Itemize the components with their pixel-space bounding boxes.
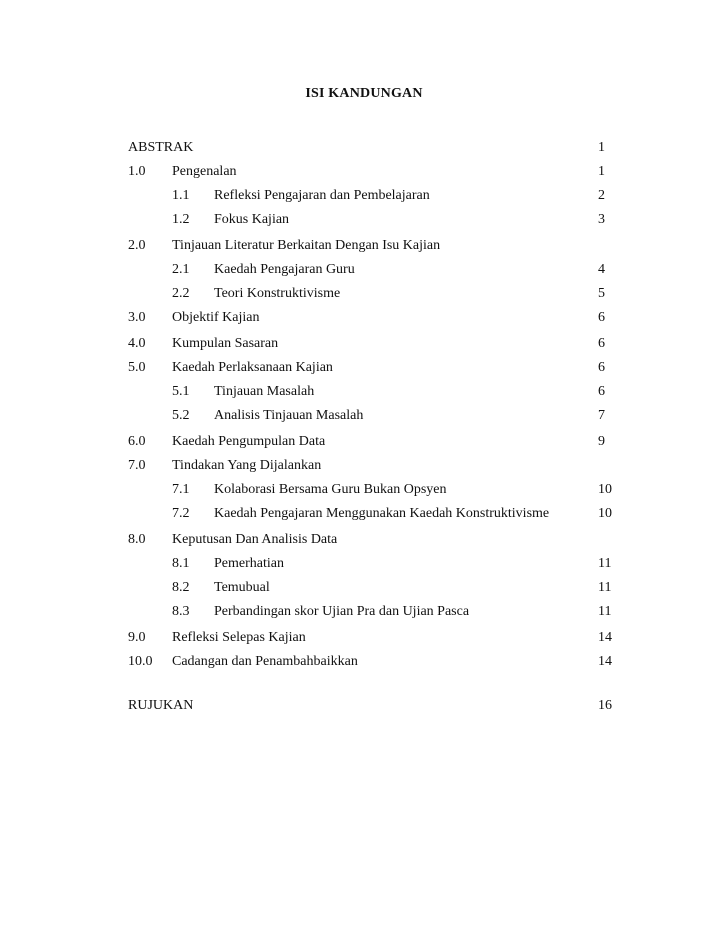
toc-entry-number: 8.0 xyxy=(128,532,146,547)
toc-entry xyxy=(0,456,728,476)
toc-entry-label: Pemerhatian xyxy=(214,556,284,571)
toc-entry-label: Pengenalan xyxy=(172,164,237,179)
toc-entry-page: 2 xyxy=(598,188,605,203)
toc-entry-number: 10.0 xyxy=(128,654,153,669)
toc-entry xyxy=(0,628,728,648)
toc-entry-page: 7 xyxy=(598,408,605,423)
toc-entry-label: Kaedah Pengumpulan Data xyxy=(172,434,326,449)
toc-entry xyxy=(0,260,728,280)
toc-entry-page: 5 xyxy=(598,286,605,301)
toc-entry xyxy=(0,162,728,182)
toc-entry xyxy=(0,652,728,672)
toc-entry-page: 16 xyxy=(598,698,612,713)
toc-entry xyxy=(0,504,728,524)
toc-entry-number: 5.2 xyxy=(172,408,190,423)
toc-entry-number: 9.0 xyxy=(128,630,146,645)
toc-entry xyxy=(0,696,728,716)
toc-entry-label: Refleksi Pengajaran dan Pembelajaran xyxy=(214,188,430,203)
toc-entry-page: 6 xyxy=(598,360,605,375)
toc-entry-label: RUJUKAN xyxy=(128,698,194,713)
toc-entry-label: Kolaborasi Bersama Guru Bukan Opsyen xyxy=(214,482,447,497)
toc-entry-page: 11 xyxy=(598,580,612,595)
toc-entry-page: 6 xyxy=(598,384,605,399)
toc-entry-page: 4 xyxy=(598,262,605,277)
toc-entry-label: Kaedah Pengajaran Guru xyxy=(214,262,355,277)
toc-entry xyxy=(0,334,728,354)
toc-entry-label: Perbandingan skor Ujian Pra dan Ujian Pasca xyxy=(214,604,470,619)
toc-entry-label: Kaedah Perlaksanaan Kajian xyxy=(172,360,333,375)
toc-entry xyxy=(0,186,728,206)
toc-entry-number: 6.0 xyxy=(128,434,146,449)
toc-entry-label: Tinjauan Literatur Berkaitan Dengan Isu Kajian xyxy=(172,238,441,253)
toc-entry-label: Temubual xyxy=(214,580,270,595)
toc-entry-number: 8.2 xyxy=(172,580,190,595)
toc-entry-number: 1.1 xyxy=(172,188,190,203)
toc-entry-number: 8.1 xyxy=(172,556,190,571)
toc-entry-label: ABSTRAK xyxy=(128,140,194,155)
toc-entry-label: Tinjauan Masalah xyxy=(214,384,315,399)
toc-entry-label: Objektif Kajian xyxy=(172,310,260,325)
toc-entry-page: 11 xyxy=(598,604,612,619)
toc-entry xyxy=(0,382,728,402)
toc-entry-number: 4.0 xyxy=(128,336,146,351)
toc-entry-number: 7.0 xyxy=(128,458,146,473)
toc-entry-label: Kaedah Pengajaran Menggunakan Kaedah Konstruktivisme xyxy=(214,506,550,521)
toc-entry xyxy=(0,602,728,622)
toc-entry xyxy=(0,308,728,328)
toc-entry-page: 9 xyxy=(598,434,605,449)
toc-entry xyxy=(0,578,728,598)
toc-entry-label: Kumpulan Sasaran xyxy=(172,336,279,351)
toc-entry-number: 2.1 xyxy=(172,262,190,277)
toc-entry-page: 1 xyxy=(598,164,605,179)
toc-entry-page: 10 xyxy=(598,482,612,497)
toc-entry-number: 8.3 xyxy=(172,604,190,619)
toc-entry-number: 2.0 xyxy=(128,238,146,253)
toc-entry xyxy=(0,138,728,158)
toc-entry-label: Refleksi Selepas Kajian xyxy=(172,630,306,645)
toc-entry-page: 3 xyxy=(598,212,605,227)
toc-entry-number: 1.2 xyxy=(172,212,190,227)
toc-entry xyxy=(0,480,728,500)
toc-entry-label: Teori Konstruktivisme xyxy=(214,286,341,301)
toc-entry-number: 3.0 xyxy=(128,310,146,325)
toc-entry-page: 6 xyxy=(598,310,605,325)
toc-entry xyxy=(0,284,728,304)
toc-entry-page: 14 xyxy=(598,654,612,669)
toc-entry xyxy=(0,210,728,230)
toc-entry-page: 10 xyxy=(598,506,612,521)
toc-entry-label: Tindakan Yang Dijalankan xyxy=(172,458,322,473)
toc-entry xyxy=(0,236,728,256)
toc-entry-page: 6 xyxy=(598,336,605,351)
toc-entry-number: 1.0 xyxy=(128,164,146,179)
toc-entry-number: 7.2 xyxy=(172,506,190,521)
toc-entry-number: 5.0 xyxy=(128,360,146,375)
toc-entry-page: 14 xyxy=(598,630,612,645)
toc-entry xyxy=(0,432,728,452)
toc-entry xyxy=(0,554,728,574)
toc-entry-label: Fokus Kajian xyxy=(214,212,290,227)
toc-entry xyxy=(0,406,728,426)
toc-entry-number: 7.1 xyxy=(172,482,190,497)
toc-entry xyxy=(0,530,728,550)
toc-entry xyxy=(0,358,728,378)
toc-entry-label: Cadangan dan Penambahbaikkan xyxy=(172,654,358,669)
toc-entry-page: 11 xyxy=(598,556,612,571)
toc-entry-number: 5.1 xyxy=(172,384,190,399)
toc-entry-label: Keputusan Dan Analisis Data xyxy=(172,532,338,547)
toc-entry-label: Analisis Tinjauan Masalah xyxy=(214,408,364,423)
page-title: ISI KANDUNGAN xyxy=(305,86,423,101)
toc-entry-page: 1 xyxy=(598,140,605,155)
toc-entry-number: 2.2 xyxy=(172,286,190,301)
